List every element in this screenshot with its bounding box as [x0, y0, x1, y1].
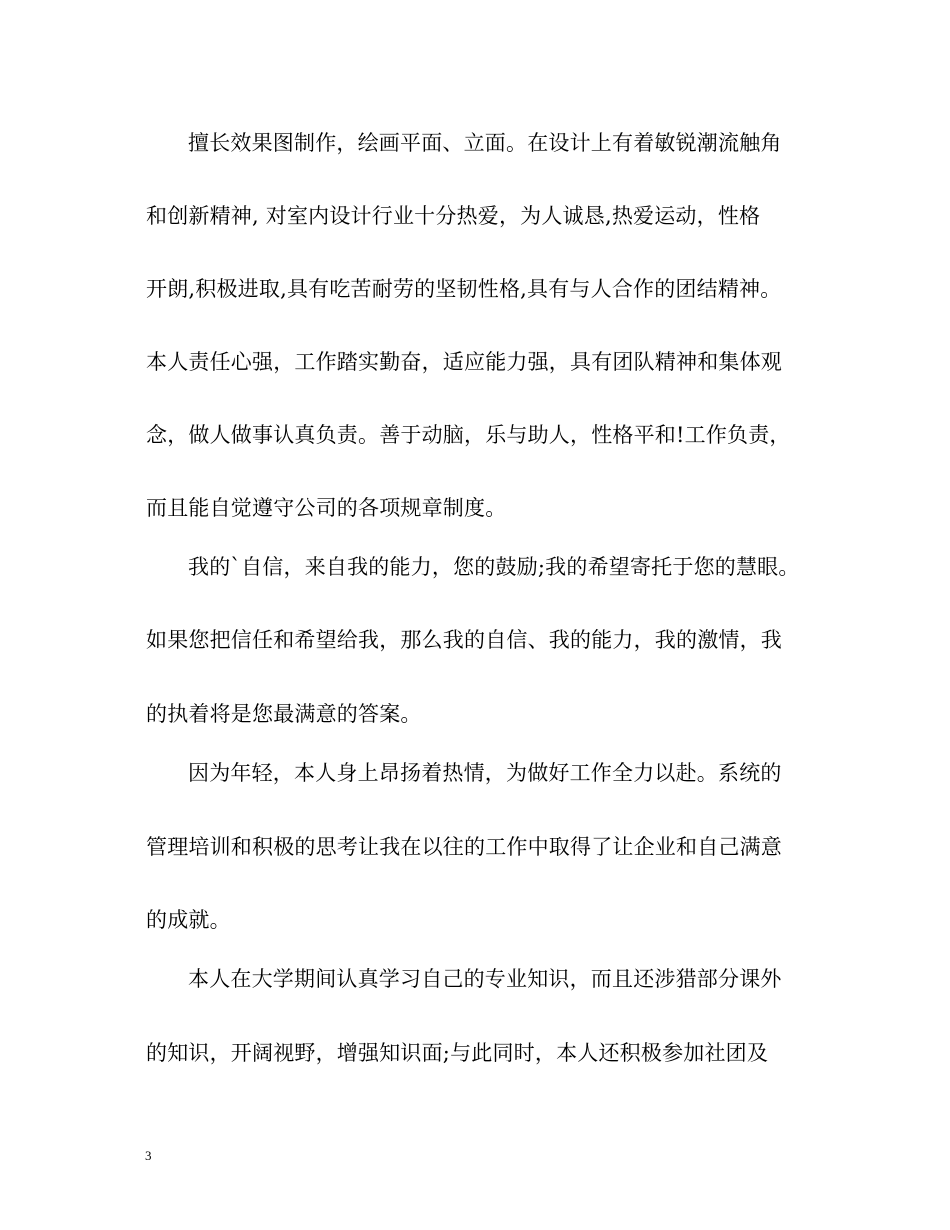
paragraph-4-line-2: 的知识，开阔视野，增强知识面;与此同时，本人还积极参加社团及: [146, 1041, 769, 1065]
page-number: 3: [145, 1148, 152, 1163]
paragraph-1-line-6: 而且能自觉遵守公司的各项规章制度。: [146, 496, 507, 520]
paragraph-3-line-1: 因为年轻，本人身上昂扬着热情，为做好工作全力以赴。系统的: [188, 761, 782, 785]
paragraph-1-line-3: 开朗,积极进取,具有吃苦耐劳的坚韧性格,具有与人合作的团结精神。: [146, 277, 782, 301]
paragraph-1-line-5: 念，做人做事认真负责。善于动脑，乐与助人，性格平和!工作负责，: [146, 423, 791, 447]
paragraph-4-line-1: 本人在大学期间认真学习自己的专业知识，而且还涉猎部分课外: [188, 967, 782, 991]
paragraph-3-line-2: 管理培训和积极的思考让我在以往的工作中取得了让企业和自己满意: [146, 835, 782, 859]
paragraph-2-line-1: 我的`自信，来自我的能力，您的鼓励;我的希望寄托于您的慧眼。: [188, 555, 800, 579]
paragraph-3-line-3: 的成就。: [146, 908, 231, 932]
paragraph-1-line-2: 和创新精神, 对室内设计行业十分热爱，为人诚恳,热爱运动，性格: [146, 204, 761, 228]
paragraph-1-line-4: 本人责任心强，工作踏实勤奋，适应能力强，具有团队精神和集体观: [146, 350, 782, 374]
paragraph-1-line-1: 擅长效果图制作，绘画平面、立面。在设计上有着敏锐潮流触角: [188, 131, 782, 155]
paragraph-2-line-3: 的执着将是您最满意的答案。: [146, 702, 422, 726]
paragraph-2-line-2: 如果您把信任和希望给我，那么我的自信、我的能力，我的激情，我: [146, 628, 782, 652]
